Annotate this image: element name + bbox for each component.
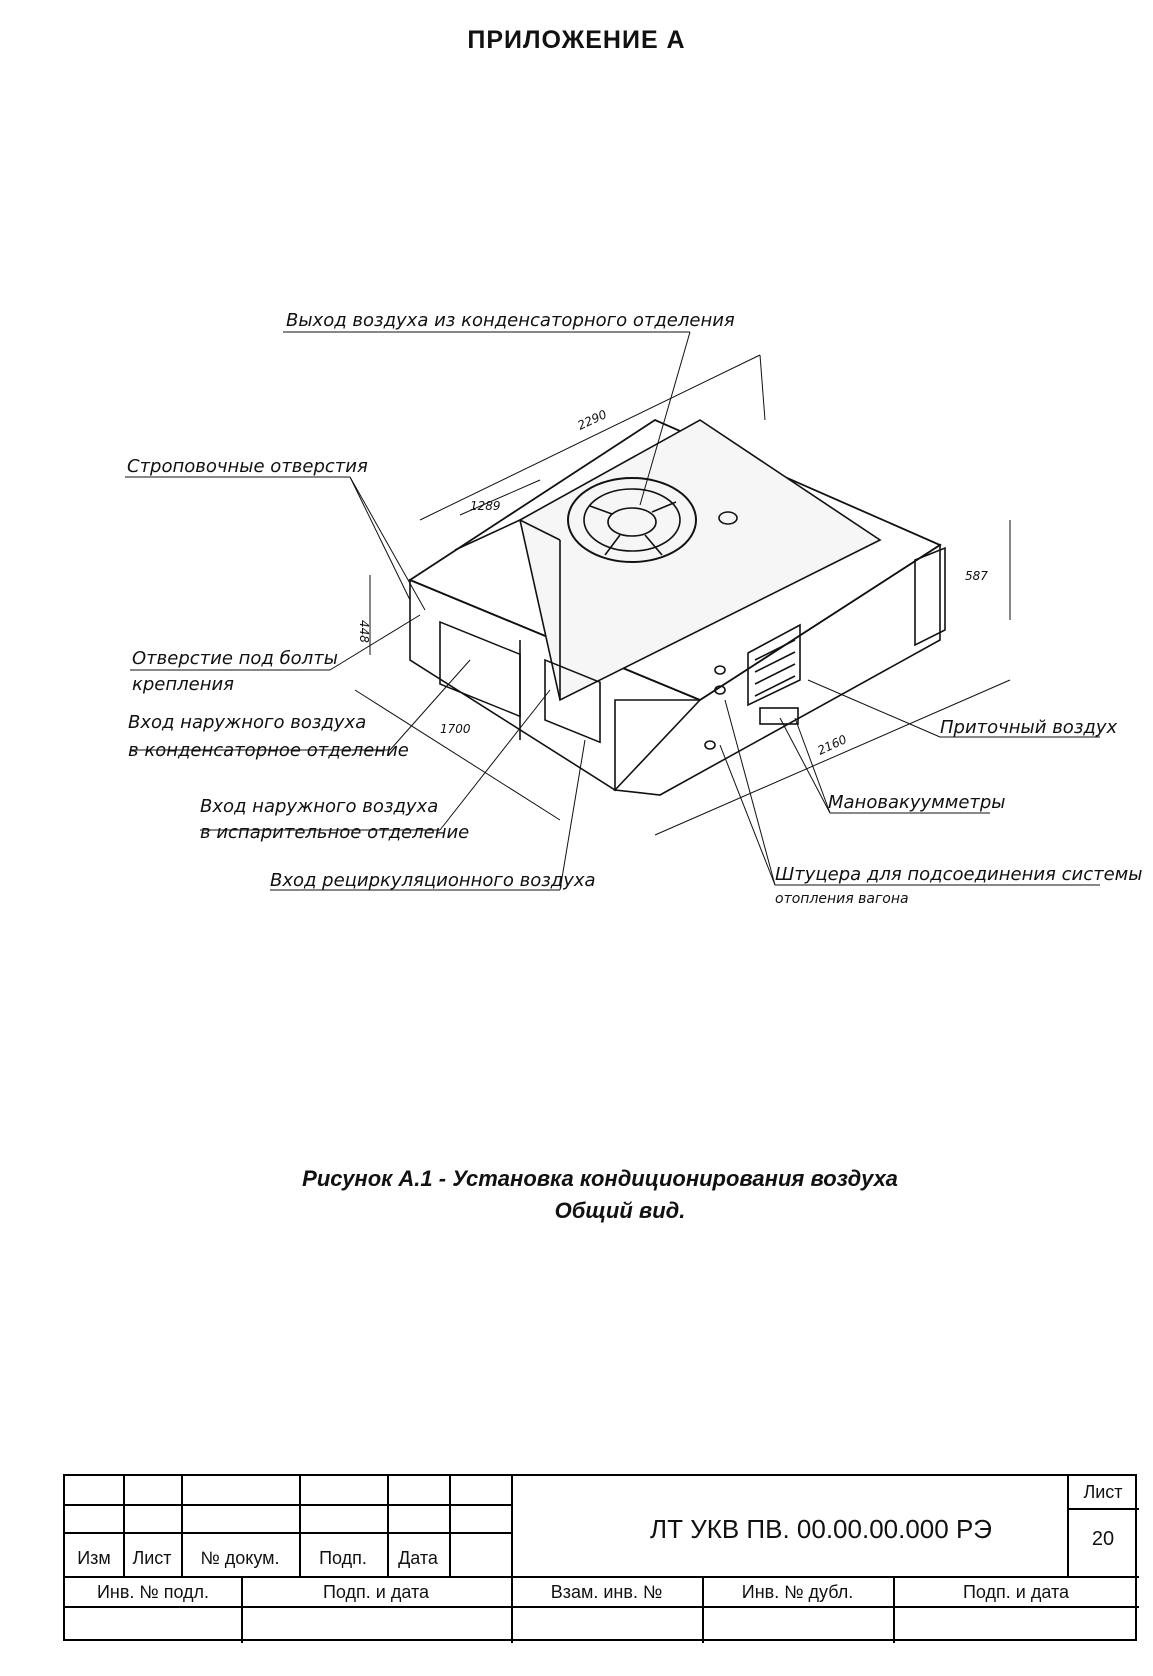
sheet-number: 20 [1091, 1528, 1115, 1550]
title-block [63, 1474, 1137, 1641]
label-outside-air-evap-line2: в испарительное отделение [200, 822, 470, 843]
dim-width-bottom: 1700 [440, 722, 471, 736]
col-list: Лист [132, 1548, 172, 1568]
podp-data-2: Подп. и дата [962, 1582, 1070, 1602]
dim-width-top: 1289 [470, 499, 501, 513]
front-panel-left [440, 622, 520, 716]
label-outside-air-cond-line1: Вход наружного воздуха [128, 712, 367, 733]
label-sling-holes: Строповочные отверстия [127, 456, 368, 477]
col-date: Дата [398, 1548, 438, 1568]
inv-dubl: Инв. № дубл. [741, 1582, 854, 1602]
label-outside-air-cond-line2: в конденсаторное отделение [128, 740, 409, 761]
roof-block [520, 420, 880, 700]
caption-line1: Рисунок А.1 - Установка кондиционирования воздуха [302, 1166, 898, 1191]
label-manovacuum: Мановакуумметры [828, 792, 1006, 813]
label-fittings-line1: Штуцера для подсоединения системы [775, 864, 1143, 885]
vzam-inv: Взам. инв. № [550, 1582, 663, 1602]
dim-length-bottom: 2160 [815, 732, 849, 758]
document-code: ЛТ УКВ ПВ. 00.00.00.000 РЭ [650, 1514, 992, 1544]
col-doc-number: № докум. [200, 1548, 280, 1568]
dim-height: 448 [357, 620, 371, 643]
col-signature: Подп. [319, 1548, 367, 1568]
unit-isometric-view [410, 420, 945, 795]
label-recirc-air: Вход рециркуляционного воздуха [270, 870, 596, 891]
dim-length-top: 2290 [575, 407, 609, 433]
caption-line2: Общий вид. [554, 1198, 686, 1223]
label-supply-air: Приточный воздух [940, 717, 1118, 738]
label-bolt-holes-line1: Отверстие под болты [132, 648, 338, 669]
appendix-heading: ПРИЛОЖЕНИЕ А [467, 26, 686, 54]
dim-side-height: 587 [965, 569, 988, 583]
sheet-label: Лист [1083, 1482, 1123, 1502]
label-bolt-holes-line2: крепления [132, 674, 235, 695]
label-air-outlet: Выход воздуха из конденсаторного отделения [286, 310, 735, 331]
label-fittings-line2: отопления вагона [775, 891, 909, 907]
inv-podl: Инв. № подл. [96, 1582, 210, 1602]
label-outside-air-evap-line1: Вход наружного воздуха [200, 796, 439, 817]
podp-data-1: Подп. и дата [322, 1582, 430, 1602]
figure-caption [0, 1163, 1153, 1227]
col-izm: Изм [77, 1548, 111, 1568]
